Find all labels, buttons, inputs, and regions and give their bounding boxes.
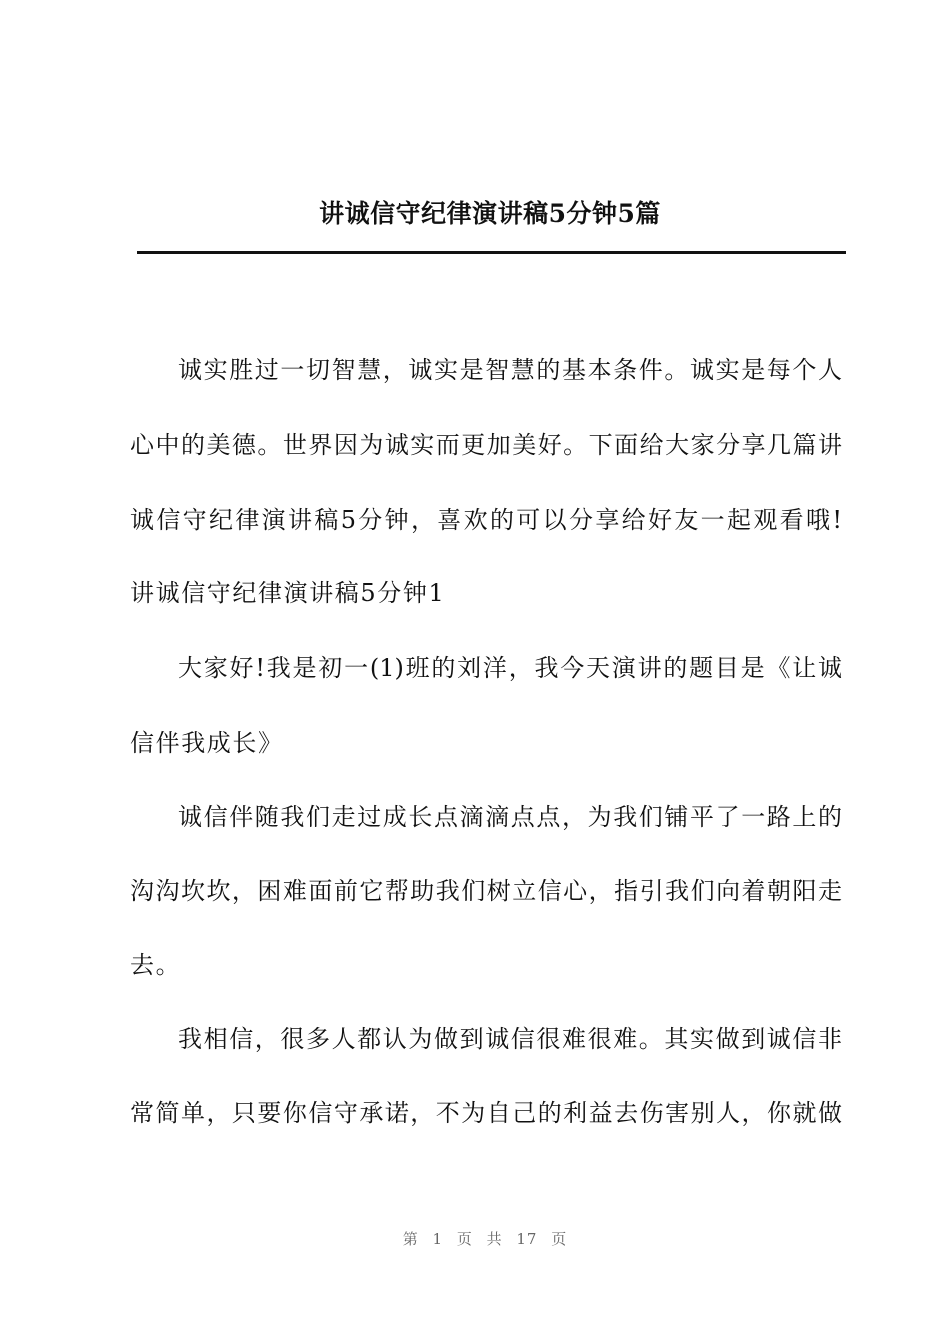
section-heading: 讲诚信守纪律演讲稿5分钟1 xyxy=(130,579,446,607)
paragraph-line: 心中的美德。世界因为诚实而更加美好。下面给大家分享几篇讲 xyxy=(130,431,842,459)
document-title: 讲诚信守纪律演讲稿5分钟5篇 xyxy=(319,199,661,228)
page-number-footer: 第 1 页 共 17 页 xyxy=(402,1230,568,1248)
paragraph-line: 诚信伴随我们走过成长点滴滴点点，为我们铺平了一路上的 xyxy=(178,803,842,831)
paragraph-line: 去。 xyxy=(130,951,182,979)
paragraph-line: 诚信守纪律演讲稿5分钟，喜欢的可以分享给好友一起观看哦! xyxy=(130,506,842,534)
paragraph-line: 我相信，很多人都认为做到诚信很难很难。其实做到诚信非 xyxy=(178,1025,842,1053)
paragraph-line: 信伴我成长》 xyxy=(130,729,284,757)
title-underline xyxy=(137,251,846,254)
paragraph-line: 沟沟坎坎，困难面前它帮助我们树立信心，指引我们向着朝阳走 xyxy=(130,877,842,905)
paragraph-line: 大家好!我是初一(1)班的刘洋，我今天演讲的题目是《让诚 xyxy=(178,654,842,682)
paragraph-line: 常简单，只要你信守承诺，不为自己的利益去伤害别人，你就做 xyxy=(130,1099,842,1127)
paragraph-line: 诚实胜过一切智慧，诚实是智慧的基本条件。诚实是每个人 xyxy=(178,356,842,384)
